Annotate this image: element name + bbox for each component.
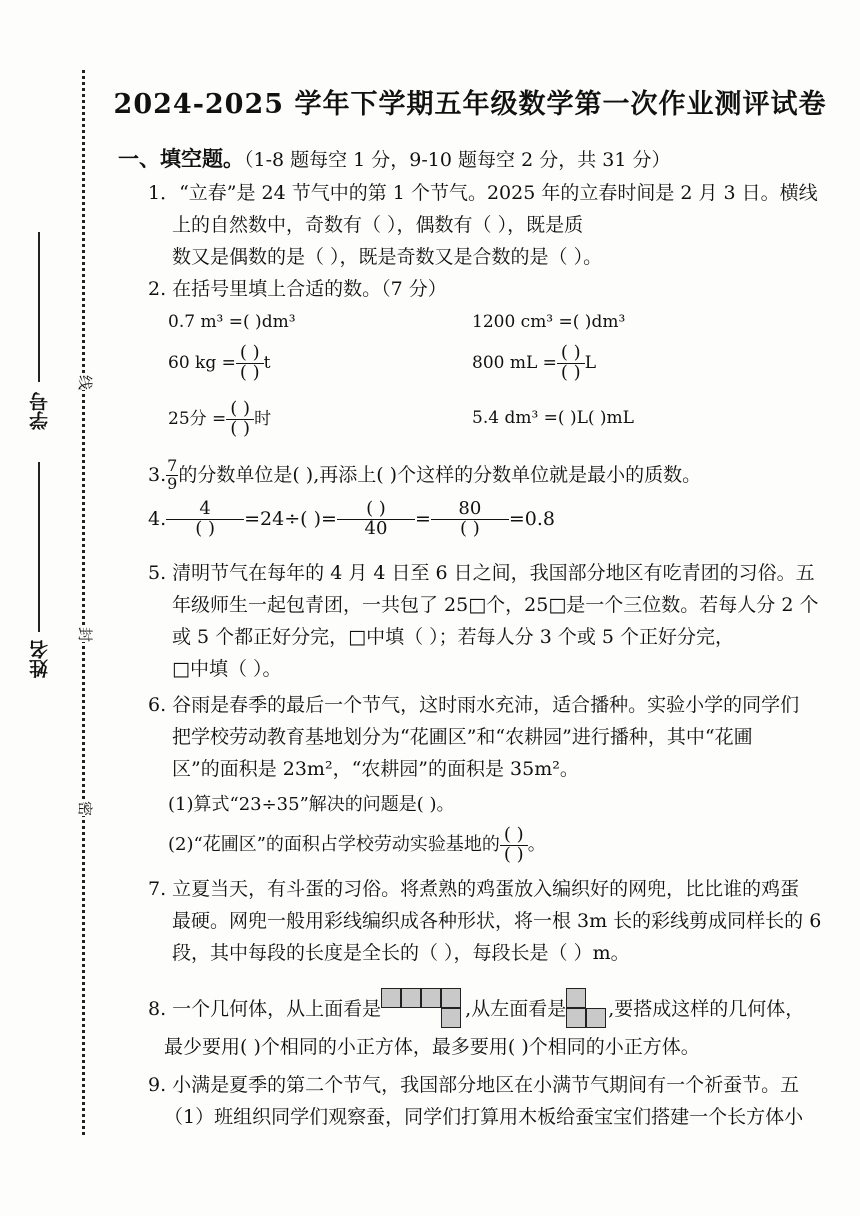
q6-sub-1: (1)算式“23÷35”解决的问题是( )。 bbox=[168, 794, 455, 815]
q4-fraction-2-numerator: ( ) bbox=[337, 500, 415, 520]
q4-fraction-1-denominator: ( ) bbox=[195, 517, 216, 539]
q5-line-2: 年级师生一起包青团，一共包了 25□个，25□是一个三位数。若每人分 2 个 bbox=[172, 594, 819, 616]
q2-stem: 2. 在括号里填上合适的数。（7 分） bbox=[148, 278, 447, 300]
section-1-heading: 一、填空题。 bbox=[118, 146, 244, 171]
q8-pre: 8. 一个几何体，从上面看是 bbox=[148, 997, 382, 1020]
q3-number: 3. bbox=[148, 463, 167, 486]
q4-number: 4. bbox=[148, 507, 167, 530]
q8-mid: ,从左面看是 bbox=[465, 997, 567, 1020]
q8-top-view-square bbox=[441, 1008, 461, 1028]
q6-line-2: 把学校劳动教育基地划分为“花圃区”和“农耕园”进行播种，其中“花圃 bbox=[172, 726, 753, 748]
q9-line-2: （1）班组织同学们观察蚕，同学们打算用木板给蚕宝宝们搭建一个长方体小 bbox=[164, 1106, 804, 1128]
q6-sub-2 bbox=[168, 826, 546, 865]
binding-dotted-line bbox=[82, 70, 85, 1135]
q2-item-d-post: L bbox=[584, 352, 596, 373]
fraction-blank-numerator: ( ) bbox=[226, 400, 254, 420]
q8-left-view-square bbox=[566, 1008, 586, 1028]
q6-sub-2-pre: (2)“花圃区”的面积占学校劳动实验基地的 bbox=[168, 834, 500, 856]
q2-item-a: 0.7 m³ =( )dm³ bbox=[168, 312, 296, 332]
seal-char-feng: 封 bbox=[76, 626, 95, 643]
q2-item-e-post: 时 bbox=[254, 408, 272, 429]
q1-line-2: 上的自然数中，奇数有（ ），偶数有（ ），既是质 bbox=[172, 214, 584, 236]
q4-fraction-2-denominator: 40 bbox=[364, 517, 388, 539]
name-blank-line bbox=[38, 462, 40, 632]
seal-char-xian: 线 bbox=[76, 374, 95, 391]
q8-top-view-square bbox=[381, 988, 401, 1008]
q3-fraction-denominator: 9 bbox=[167, 473, 178, 493]
fraction-blank-numerator: ( ) bbox=[557, 344, 585, 364]
q4-fraction-2 bbox=[337, 500, 415, 539]
q8-top-view-square bbox=[441, 988, 461, 1008]
q4-middle: =24÷( )= bbox=[244, 507, 337, 530]
q8-line-2: 最少要用( )个相同的小正方体，最多要用( )个相同的小正方体。 bbox=[164, 1036, 700, 1058]
fraction-blank-numerator: ( ) bbox=[236, 344, 264, 364]
fraction-blank-denominator: ( ) bbox=[560, 361, 581, 383]
q7-line-3: 段，其中每段的长度是全长的（ ），每段长是（ ）m。 bbox=[172, 942, 630, 964]
q2-item-d-fraction bbox=[557, 344, 585, 383]
q8-top-view-square bbox=[421, 988, 441, 1008]
q4-fraction-1 bbox=[166, 500, 244, 539]
q7-line-2: 最硬。网兜一般用彩线编织成各种形状，将一根 3m 长的彩线剪成同样长的 6 bbox=[172, 910, 822, 932]
q8-top-view-figure bbox=[381, 988, 465, 1030]
q6-line-1: 6. 谷雨是春季的最后一个节气，这时雨水充沛，适合播种。实验小学的同学们 bbox=[148, 694, 800, 716]
q3-line bbox=[148, 458, 701, 493]
q2-item-e bbox=[168, 400, 271, 439]
q4-fraction-3-denominator: ( ) bbox=[459, 517, 480, 539]
q3-fraction-numerator: 7 bbox=[167, 456, 178, 475]
q2-item-e-pre: 25分 = bbox=[168, 408, 227, 429]
q8-top-view-square bbox=[401, 988, 421, 1008]
q2-item-e-fraction bbox=[226, 400, 254, 439]
q6-sub-2-fraction bbox=[500, 826, 528, 865]
seal-char-mi: 密 bbox=[76, 800, 95, 817]
q5-line-4: □中填（ ）。 bbox=[172, 658, 282, 680]
q8-left-view-figure bbox=[566, 988, 608, 1030]
q2-item-c-pre: 60 kg = bbox=[168, 352, 236, 373]
q5-line-1: 5. 清明节气在每年的 4 月 4 日至 6 日之间，我国部分地区有吃青团的习俗。五 bbox=[148, 562, 815, 584]
q1-line-1: 1．“立春”是 24 节气中的第 1 个节气。2025 年的立春时间是 2 月 3 日。横线 bbox=[148, 182, 818, 204]
q8-post: ,要搭成这样的几何体， bbox=[608, 997, 805, 1020]
q2-item-d bbox=[472, 344, 596, 383]
q4-line bbox=[148, 500, 555, 539]
q4-fraction-1-numerator: 4 bbox=[166, 500, 244, 520]
q2-item-c bbox=[168, 344, 271, 383]
xuehao-blank-line bbox=[38, 232, 40, 382]
name-label-partial: 姓名 bbox=[29, 640, 51, 678]
q7-line-1: 7. 立夏当天，有斗蛋的习俗。将煮熟的鸡蛋放入编织好的网兜，比比谁的鸡蛋 bbox=[148, 878, 800, 900]
q5-line-3: 或 5 个都正好分完，□中填（ ）；若每人分 3 个或 5 个正好分完， bbox=[172, 626, 734, 648]
q4-end: =0.8 bbox=[508, 507, 556, 530]
q2-item-d-pre: 800 mL = bbox=[472, 352, 557, 373]
q8-left-view-square bbox=[586, 1008, 606, 1028]
q8-line-1 bbox=[148, 988, 804, 1030]
q4-fraction-3-numerator: 80 bbox=[431, 500, 509, 520]
q2-item-f: 5.4 dm³ =( )L( )mL bbox=[472, 408, 634, 428]
q3-fraction bbox=[166, 458, 178, 493]
xuehao-label: 学号 bbox=[29, 392, 51, 430]
fraction-blank-numerator: ( ) bbox=[500, 826, 528, 846]
fraction-blank-denominator: ( ) bbox=[503, 843, 524, 865]
q2-item-c-fraction bbox=[236, 344, 264, 383]
q6-sub-2-post: 。 bbox=[527, 834, 546, 856]
fraction-blank-denominator: ( ) bbox=[230, 417, 251, 439]
page-title: 2024-2025 学年下学期五年级数学第一次作业测评试卷 bbox=[113, 89, 827, 120]
q4-fraction-3 bbox=[431, 500, 509, 539]
q1-line-3: 数又是偶数的是（ ），既是奇数又是合数的是（ ）。 bbox=[172, 246, 603, 268]
q2-item-b: 1200 cm³ =( )dm³ bbox=[472, 312, 626, 332]
q9-line-1: 9. 小满是夏季的第二个节气，我国部分地区在小满节气期间有一个祈蚕节。五 bbox=[148, 1074, 800, 1096]
section-1-scoring: （1-8 题每空 1 分，9-10 题每空 2 分，共 31 分） bbox=[244, 149, 671, 171]
q3-text: 的分数单位是( ),再添上( )个这样的分数单位就是最小的质数。 bbox=[178, 463, 702, 486]
q4-equals: = bbox=[414, 507, 431, 530]
fraction-blank-denominator: ( ) bbox=[239, 361, 260, 383]
section-1-header bbox=[118, 148, 670, 170]
q2-item-c-post: t bbox=[263, 352, 271, 373]
q6-line-3: 区”的面积是 23m²，“农耕园”的面积是 35m²。 bbox=[172, 758, 579, 780]
q8-left-view-square bbox=[566, 988, 586, 1008]
